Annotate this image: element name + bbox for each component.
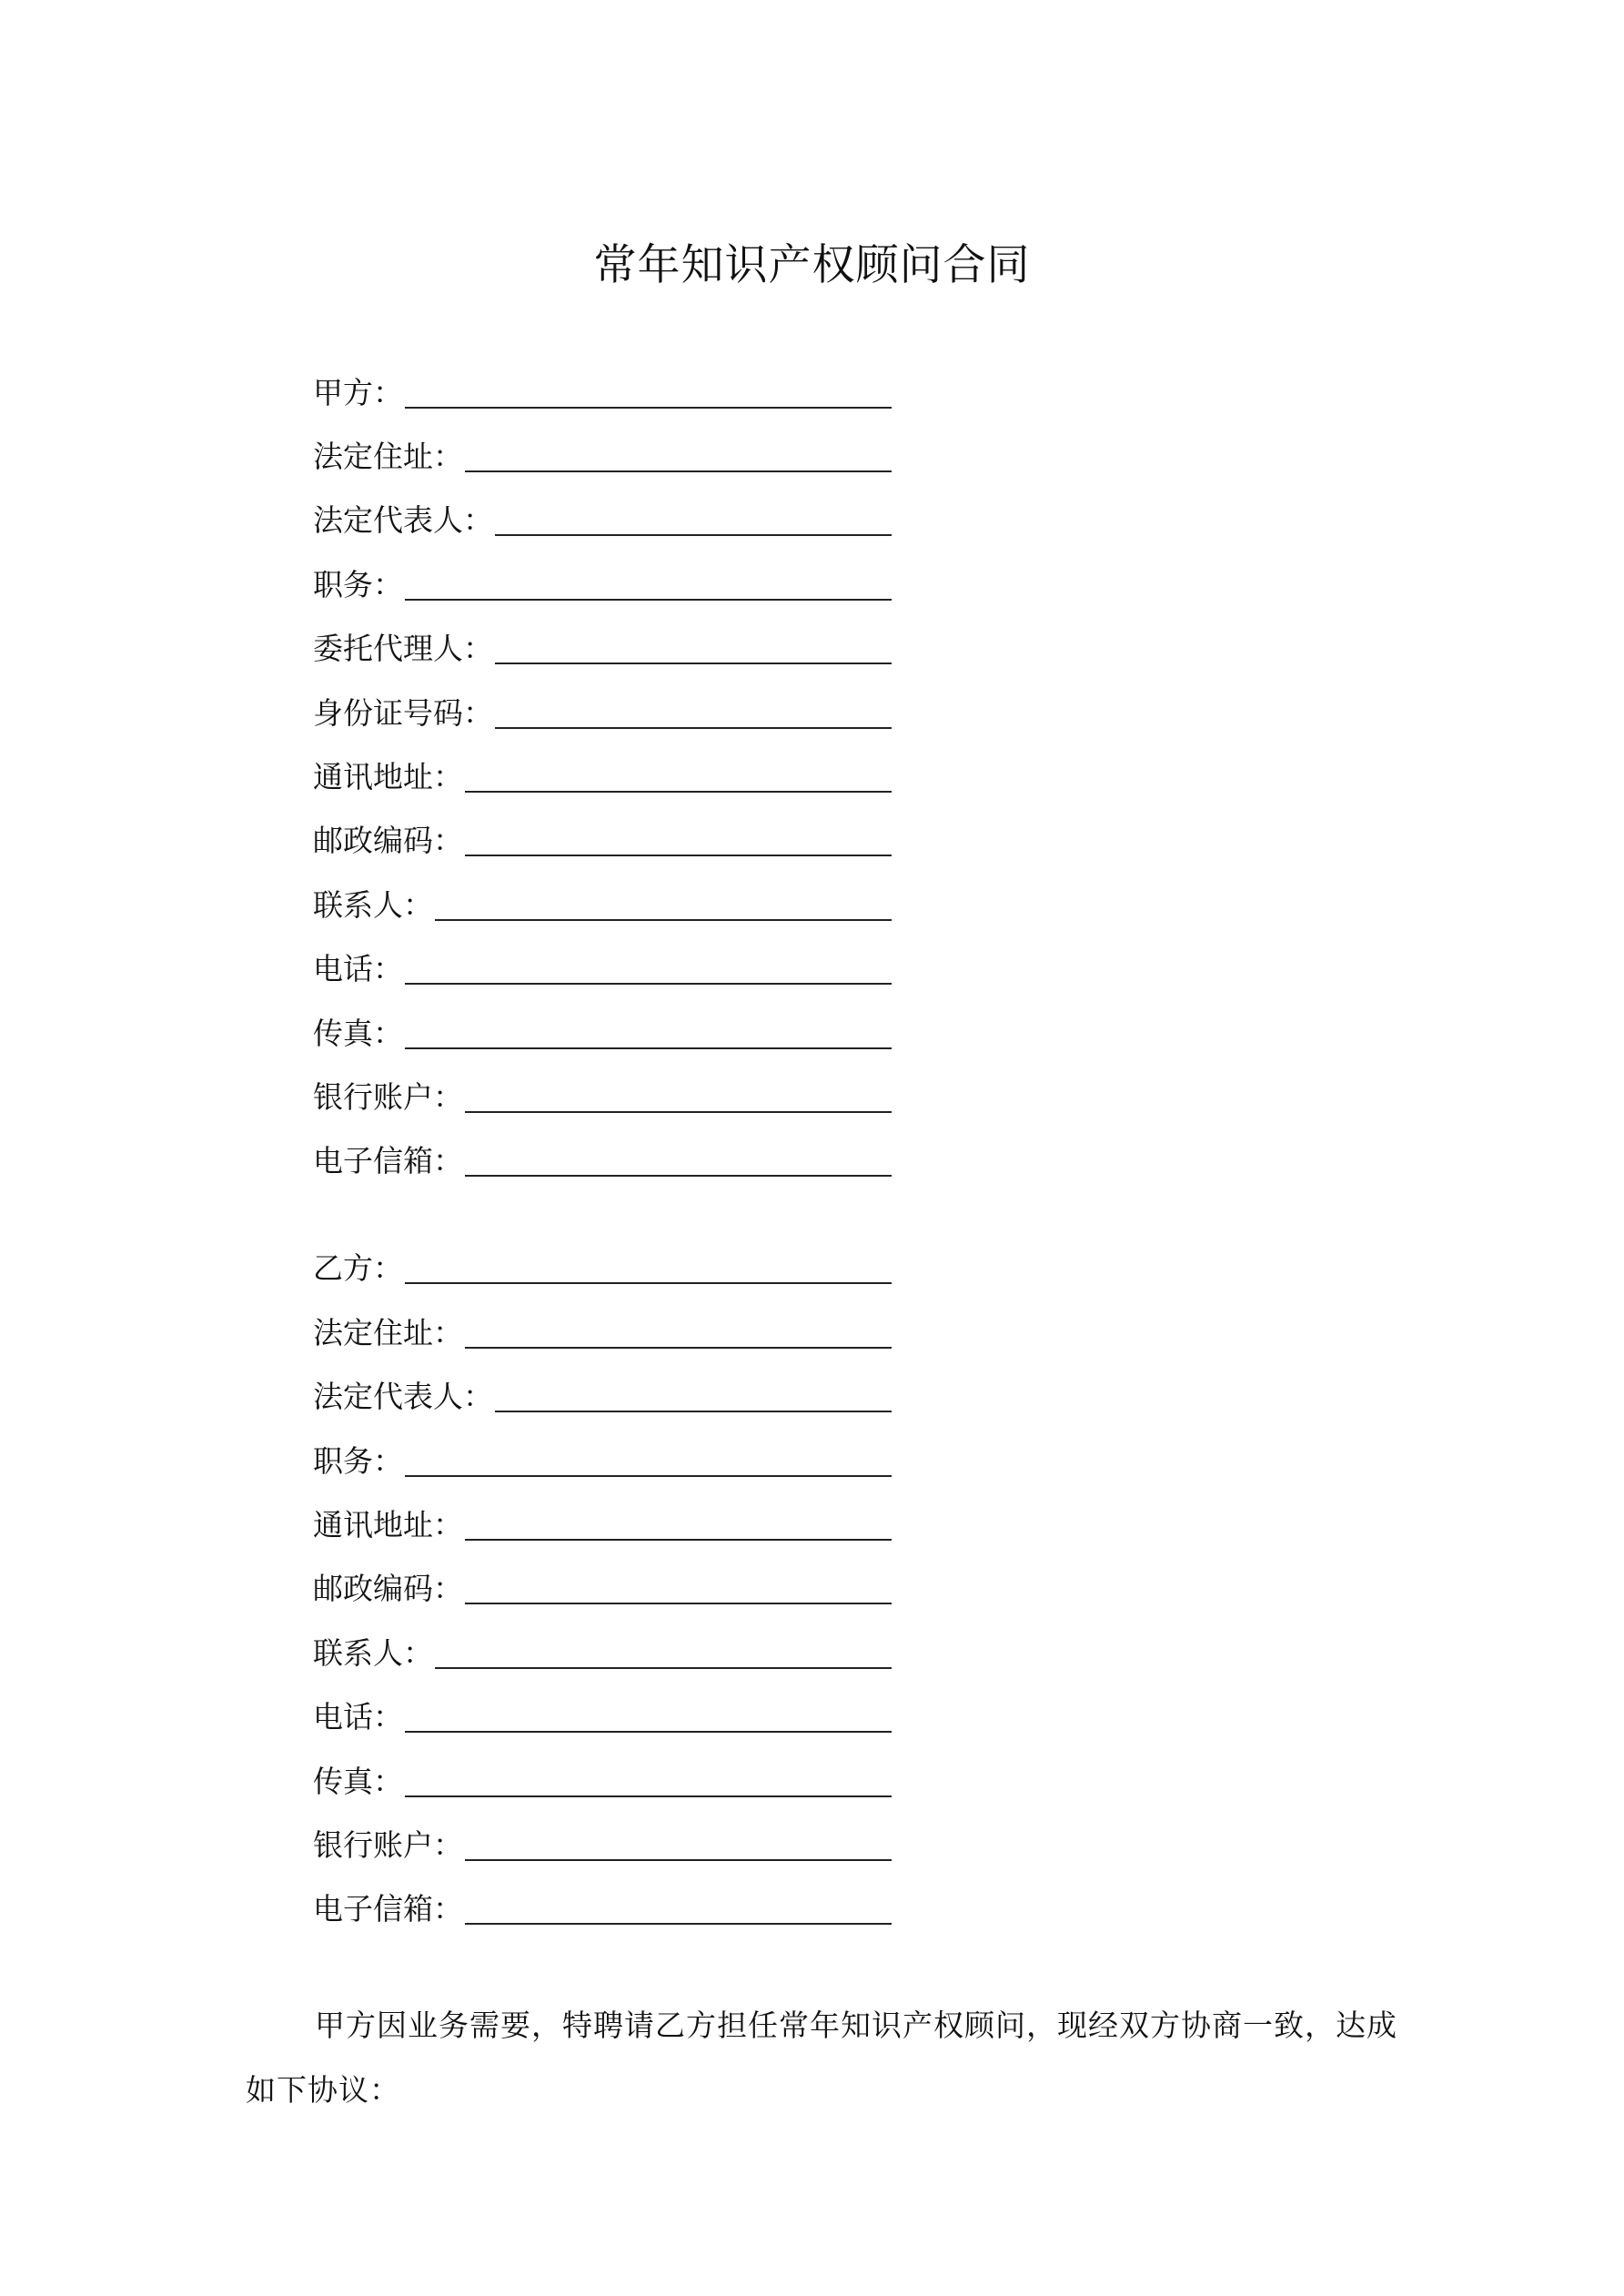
fill-in-line[interactable] (405, 407, 892, 409)
field-label: 银行账户： (313, 1827, 463, 1863)
fill-in-line[interactable] (405, 983, 892, 985)
field-label: 传真： (313, 1764, 403, 1799)
field-label: 邮政编码： (313, 823, 463, 858)
party-a-mailing-address-field[interactable] (313, 751, 892, 796)
fill-in-line[interactable] (495, 1411, 892, 1412)
party-a-phone-field[interactable] (313, 943, 892, 988)
party-b-postal-code-field[interactable] (313, 1563, 892, 1608)
party-a-contact-field[interactable] (313, 879, 892, 925)
field-label: 电子信箱： (313, 1143, 463, 1178)
party-b-legal-representative-field[interactable] (313, 1371, 892, 1416)
field-label: 法定代表人： (313, 502, 493, 538)
party-a-fax-field[interactable] (313, 1007, 892, 1053)
party-a-position-field[interactable] (313, 559, 892, 604)
field-label: 电子信箱： (313, 1891, 463, 1927)
fill-in-line[interactable] (465, 791, 892, 793)
fill-in-line[interactable] (405, 1795, 892, 1797)
fill-in-line[interactable] (405, 1282, 892, 1284)
fill-in-line[interactable] (435, 919, 892, 921)
field-label: 乙方： (313, 1250, 403, 1286)
party-a-legal-address-field[interactable] (313, 430, 892, 476)
field-label: 电话： (313, 1699, 403, 1735)
document-title: 常年知识产权顾问合同 (593, 240, 1031, 290)
fill-in-line[interactable] (405, 1047, 892, 1049)
field-label: 甲方： (313, 375, 403, 410)
fill-in-line[interactable] (405, 1731, 892, 1733)
field-label: 职务： (313, 567, 403, 602)
field-label: 通讯地址： (313, 1507, 463, 1542)
agreement-intro-paragraph: 甲方因业务需要，特聘请乙方担任常年知识产权顾问，现经双方协商一致，达成如下协议： (246, 2008, 1397, 2108)
party-a-agent-field[interactable] (313, 622, 892, 668)
fill-in-line[interactable] (405, 1475, 892, 1477)
party-a-id-number-field[interactable] (313, 687, 892, 733)
party-b-name-field[interactable] (313, 1242, 892, 1288)
party-b-position-field[interactable] (313, 1435, 892, 1481)
field-label: 邮政编码： (313, 1571, 463, 1606)
fill-in-line[interactable] (465, 1175, 892, 1177)
field-label: 联系人： (313, 1635, 433, 1671)
fill-in-line[interactable] (495, 534, 892, 536)
fill-in-line[interactable] (465, 1347, 892, 1349)
field-label: 委托代理人： (313, 631, 493, 666)
field-label: 银行账户： (313, 1079, 463, 1115)
field-label: 法定代表人： (313, 1379, 493, 1414)
fill-in-line[interactable] (465, 1859, 892, 1861)
party-b-email-field[interactable] (313, 1883, 892, 1928)
fill-in-line[interactable] (465, 855, 892, 856)
field-label: 法定住址： (313, 1315, 463, 1350)
field-label: 法定住址： (313, 439, 463, 474)
party-a-email-field[interactable] (313, 1135, 892, 1180)
field-label: 通讯地址： (313, 759, 463, 794)
fill-in-line[interactable] (465, 1603, 892, 1604)
fill-in-line[interactable] (465, 1539, 892, 1541)
party-b-legal-address-field[interactable] (313, 1307, 892, 1352)
party-b-bank-account-field[interactable] (313, 1819, 892, 1865)
field-label: 传真： (313, 1016, 403, 1051)
party-b-mailing-address-field[interactable] (313, 1499, 892, 1544)
fill-in-line[interactable] (465, 1923, 892, 1925)
party-b-phone-field[interactable] (313, 1691, 892, 1736)
fill-in-line[interactable] (405, 599, 892, 601)
field-label: 电话： (313, 951, 403, 986)
party-b-contact-field[interactable] (313, 1627, 892, 1673)
field-label: 身份证号码： (313, 695, 493, 731)
party-a-bank-account-field[interactable] (313, 1071, 892, 1117)
fill-in-line[interactable] (495, 663, 892, 664)
party-b-fax-field[interactable] (313, 1755, 892, 1801)
fill-in-line[interactable] (465, 470, 892, 472)
party-a-postal-code-field[interactable] (313, 814, 892, 860)
party-a-legal-representative-field[interactable] (313, 494, 892, 540)
field-label: 联系人： (313, 887, 433, 923)
field-label: 职务： (313, 1443, 403, 1479)
fill-in-line[interactable] (465, 1111, 892, 1113)
party-a-name-field[interactable] (313, 367, 892, 412)
fill-in-line[interactable] (435, 1667, 892, 1669)
fill-in-line[interactable] (495, 727, 892, 729)
